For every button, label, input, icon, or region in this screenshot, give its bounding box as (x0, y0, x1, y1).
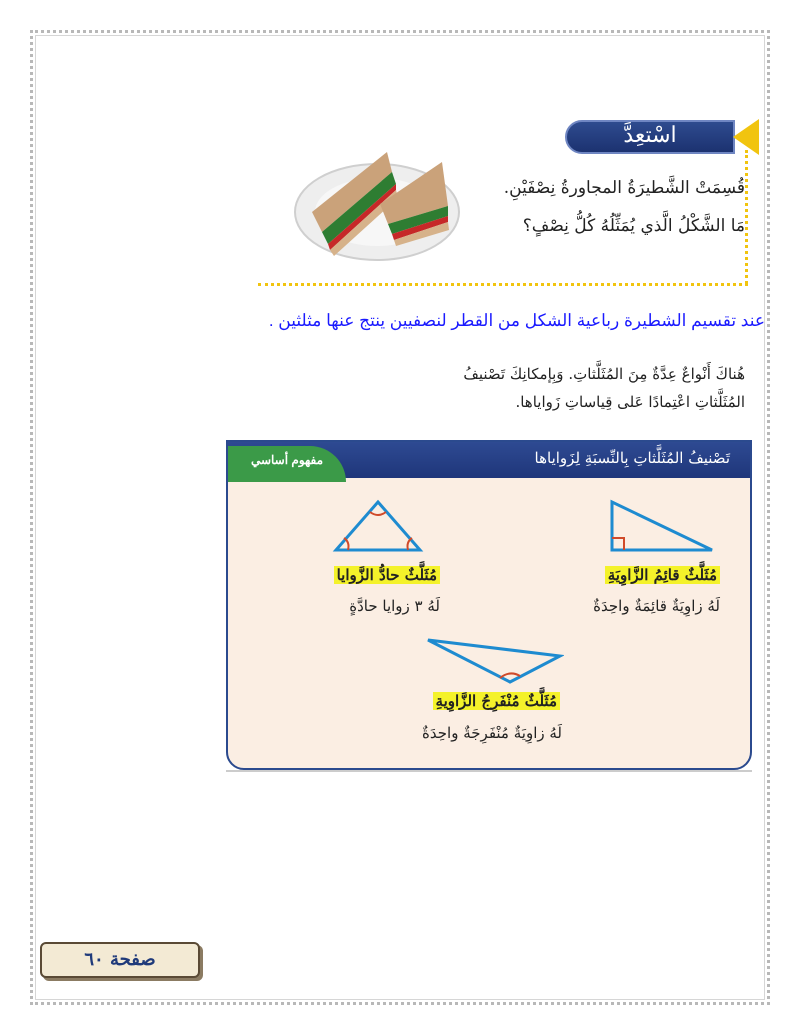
ready-title: اسْتعِدَّ (565, 120, 735, 154)
right-triangle-desc: لَهُ زاوِيَةٌ قائِمَةٌ واحِدَةٌ (593, 597, 720, 615)
concept-box-shadow (226, 770, 752, 772)
obtuse-triangle-label: مُثَلَّثٌ مُنْفَرِجُ الزَّاوِيةِ (433, 692, 560, 710)
ready-dotted-border-right (745, 150, 748, 284)
acute-triangle-shape (332, 498, 424, 556)
concept-title: تَصْنيفُ المُثَلَّثاتِ بِالنِّسبَةِ لِزَواياها (534, 449, 730, 467)
intro-line-1: هُناكَ أَنْواعٌ عِدَّةٌ مِنَ المُثَلَّثاتِ. وَبِإمكانِكَ تَصْنيفُ (463, 365, 745, 383)
concept-tag: مفهوم أساسي (228, 446, 346, 482)
page-number: صفحة ٦٠ (40, 942, 200, 978)
ready-question-line-2: مَا الشَّكْلُ الَّذي يُمَثِّلُهُ كُلُّ نِصْفٍ؟ (522, 216, 745, 236)
right-triangle-label: مُثَلَّثٌ قائِمُ الزَّاوِيَةِ (605, 566, 720, 584)
acute-triangle-desc: لَهُ ٣ زوايا حادَّةٍ (349, 597, 440, 615)
concept-box (226, 440, 752, 770)
sandwich-image (292, 132, 462, 264)
obtuse-triangle-desc: لَهُ زاوِيَةٌ مُنْفَرِجَةٌ واحِدَةٌ (422, 724, 562, 742)
intro-line-2: المُثَلَّثاتِ اعْتِمادًا عَلى قِياساتِ زَواياها. (515, 393, 745, 411)
answer-text: عند تقسيم الشطيرة رباعية الشكل من القطر لنصفيين ينتج عنها مثلثين . (268, 311, 765, 330)
acute-triangle-label: مُثَلَّثٌ حادُّ الزَّوايا (334, 566, 440, 584)
intro-paragraph (300, 360, 745, 416)
ready-dotted-border-bottom (258, 283, 748, 286)
ready-question-line-1: قُسِمَتْ الشَّطيرَةُ المجاورةُ نِصْفَيْنِ. (503, 178, 745, 198)
ready-arrow-icon (733, 119, 759, 155)
obtuse-triangle-shape (424, 636, 564, 686)
right-triangle-shape (606, 498, 718, 556)
